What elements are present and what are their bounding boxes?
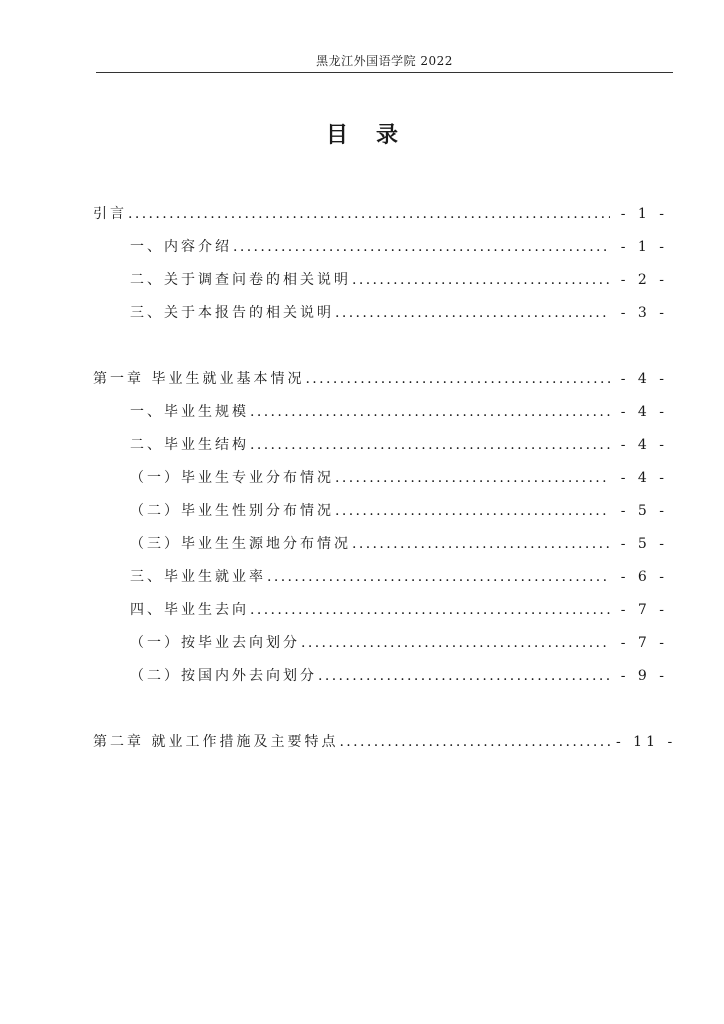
page-title: 目录 (325, 122, 426, 148)
toc-leader-dots (335, 470, 610, 486)
toc-entry[interactable] (130, 236, 668, 258)
toc-page-number: - 7 - (620, 635, 668, 651)
toc-page-number: - 1 - (620, 206, 668, 222)
toc-leader-dots (267, 569, 610, 585)
toc-page-number: - 1 - (620, 239, 668, 255)
toc-leader-dots (352, 536, 610, 552)
toc-entry-label: （二）按国内外去向划分 (130, 668, 317, 684)
toc-entry[interactable] (130, 434, 668, 456)
toc-page-number: - 5 - (620, 503, 668, 519)
toc-page-number: - 4 - (620, 371, 668, 387)
toc-entry[interactable] (130, 269, 668, 291)
toc-entry[interactable] (130, 500, 668, 522)
toc-page-number: - 4 - (620, 437, 668, 453)
toc-leader-dots (335, 503, 610, 519)
toc-entry-label: （一）毕业生专业分布情况 (130, 470, 334, 486)
toc-page-number: - 4 - (620, 404, 668, 420)
toc-entry[interactable] (130, 665, 668, 687)
toc-entry-label: 二、关于调查问卷的相关说明 (130, 272, 351, 288)
toc-entry-label: 二、毕业生结构 (130, 437, 249, 453)
toc-page-number: - 11 - (616, 734, 677, 750)
toc-page-number: - 3 - (620, 305, 668, 321)
toc-entry[interactable] (130, 632, 668, 654)
toc-entry-intro[interactable] (93, 203, 668, 225)
toc-leader-dots (250, 602, 610, 618)
toc-entry-label: 一、毕业生规模 (130, 404, 249, 420)
toc-page-number: - 4 - (620, 470, 668, 486)
toc-page-number: - 5 - (620, 536, 668, 552)
toc-entry[interactable] (130, 467, 668, 489)
toc-leader-dots (250, 404, 610, 420)
toc-entry-label: （二）毕业生性别分布情况 (130, 503, 334, 519)
toc-leader-dots (318, 668, 610, 684)
toc-entry[interactable] (130, 599, 668, 621)
toc-page-number: - 2 - (620, 272, 668, 288)
toc-entry-label: 四、毕业生去向 (130, 602, 249, 618)
toc-entry-label: （一）按毕业去向划分 (130, 635, 300, 651)
toc-leader-dots (339, 734, 610, 750)
toc-leader-dots (301, 635, 610, 651)
toc-leader-dots (335, 305, 610, 321)
toc-entry-label: 第一章 毕业生就业基本情况 (93, 371, 305, 387)
toc-leader-dots (352, 272, 610, 288)
header-text: 黑龙江外国语学院 2022 (316, 54, 453, 68)
toc-entry-chapter-2[interactable] (93, 731, 677, 753)
toc-page-number: - 6 - (620, 569, 668, 585)
toc-entry[interactable] (130, 302, 668, 324)
toc-entry-chapter-1[interactable] (93, 368, 668, 390)
toc-entry-label: 三、关于本报告的相关说明 (130, 305, 334, 321)
toc-entry[interactable] (130, 533, 668, 555)
toc-page-number: - 7 - (620, 602, 668, 618)
toc-entry-label: 三、毕业生就业率 (130, 569, 266, 585)
page-header (96, 52, 673, 73)
toc-entry-label: 一、内容介绍 (130, 239, 232, 255)
toc-entry-label: （三）毕业生生源地分布情况 (130, 536, 351, 552)
toc-leader-dots (305, 371, 610, 387)
toc-entry-label: 引言 (93, 206, 127, 222)
toc-leader-dots (233, 239, 610, 255)
toc-entry[interactable] (130, 566, 668, 588)
toc-entry-label: 第二章 就业工作措施及主要特点 (93, 734, 339, 750)
toc-leader-dots (128, 206, 610, 222)
toc-page-number: - 9 - (620, 668, 668, 684)
toc-entry[interactable] (130, 401, 668, 423)
toc-leader-dots (250, 437, 610, 453)
